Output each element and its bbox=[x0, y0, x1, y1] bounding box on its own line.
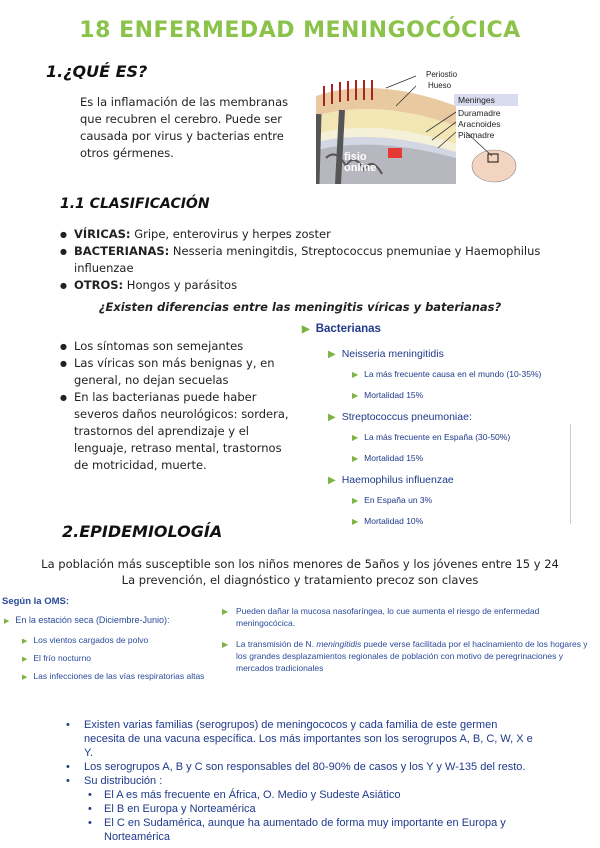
section-heading-que-es: 1.¿QUÉ ES? bbox=[46, 62, 148, 81]
triangle-bullet-icon: ▶ bbox=[328, 475, 336, 486]
triangle-bullet-icon: ▶ bbox=[352, 454, 359, 463]
bacteria-detail: ▶ En España un 3% bbox=[352, 490, 572, 511]
triangle-bullet-icon: ▶ bbox=[328, 349, 336, 360]
triangle-bullet-icon: ▶ bbox=[352, 496, 359, 505]
triangle-bullet-icon: ▶ bbox=[22, 674, 28, 681]
oms-heading: Según la OMS: bbox=[2, 596, 70, 607]
bacteria-group: ▶ Streptococcus pneumoniae: bbox=[328, 408, 572, 427]
list-item: ● VÍRICAS: Gripe, enterovirus y herpes zoster bbox=[60, 226, 590, 243]
triangle-bullet-icon: ▶ bbox=[352, 433, 359, 442]
bullet-icon: • bbox=[88, 789, 92, 801]
triangle-bullet-icon: ▶ bbox=[222, 607, 229, 616]
triangle-bullet-icon: ▶ bbox=[352, 391, 359, 400]
triangle-bullet-icon: ▶ bbox=[22, 638, 28, 645]
bacteria-detail: ▶ La más frecuente en España (30-50%) bbox=[352, 427, 572, 448]
oms-subitem: ▶ Las infecciones de las vías respiratorias altas bbox=[22, 670, 222, 684]
oms-right-1: Pueden dañar la mucosa nasofaríngea, lo cue aumenta el riesgo de enfermedad meningocócica. bbox=[236, 606, 540, 628]
definition-text: Es la inflamación de las membranas que recubren el cerebro. Puede ser causada por virus y bacterias entre otros gérmenes. bbox=[80, 95, 289, 160]
bullet-icon: • bbox=[66, 761, 70, 773]
triangle-bullet-icon: ▶ bbox=[352, 517, 359, 526]
bacterianas-heading: ▶ Bacterianas bbox=[302, 320, 572, 339]
epidemiologia-line1: La población más susceptible son los niños menores de 5años y los jóvenes entre 15 y 24 bbox=[41, 557, 559, 571]
list-item: • Existen varias familias (serogrupos) de meningococos y cada familia de este germen necesita de una vacuna específica. Los más importantes son los serogrupos A, B, C, W, X e Y. bbox=[66, 719, 533, 759]
list-item: • Los serogrupos A, B y C son responsables del 80-90% de casos y los Y y W-135 del resto. bbox=[66, 761, 526, 773]
clasificacion-list bbox=[60, 226, 590, 294]
list-item: ● BACTERIANAS: Nesseria meningitdis, Streptococcus pnemuniae y Haemophilus influenzae bbox=[60, 243, 590, 277]
list-item: ● Los síntomas son semejantes bbox=[60, 338, 290, 355]
bullet-icon: • bbox=[66, 719, 70, 731]
triangle-bullet-icon: ▶ bbox=[4, 618, 10, 625]
meninges-figure bbox=[316, 66, 522, 184]
section-heading-clasificacion: 1.1 CLASIFICACIÓN bbox=[60, 196, 210, 212]
triangle-bullet-icon: ▶ bbox=[222, 640, 229, 649]
serogrupos-list bbox=[66, 718, 536, 844]
label-duramadre: Duramadre bbox=[458, 108, 501, 118]
list-item: • El C en Sudamérica, aunque ha aumentado de forma muy importante en Europa y Norteamérica bbox=[88, 817, 506, 843]
oms-subitem: ▶ Los vientos cargados de polvo bbox=[22, 634, 222, 648]
epidemiologia-line2: La prevención, el diagnóstico y tratamiento precoz son claves bbox=[121, 573, 479, 587]
section-heading-epidemiologia: 2.EPIDEMIOLOGÍA bbox=[62, 522, 223, 541]
diferencias-list bbox=[60, 338, 290, 474]
bacteria-detail: ▶ Mortalidad 10% bbox=[352, 511, 572, 532]
bacteria-detail: ▶ Mortalidad 15% bbox=[352, 448, 572, 469]
label-meninges: Meninges bbox=[458, 95, 495, 105]
label-hueso: Hueso bbox=[428, 81, 452, 90]
watermark-logo: fisio online bbox=[344, 151, 377, 174]
list-item: • Su distribución : bbox=[66, 775, 163, 787]
label-aracnoides: Aracnoides bbox=[458, 119, 501, 129]
bullet-icon: • bbox=[88, 803, 92, 815]
triangle-bullet-icon: ▶ bbox=[302, 324, 310, 335]
bullet-icon: • bbox=[88, 817, 92, 829]
label-periostio: Periostio bbox=[426, 70, 458, 79]
diferencias-question: ¿Existen diferencias entre las meningitis víricas y baterianas? bbox=[98, 300, 502, 314]
list-item: ● Las víricas son más benignas y, en general, no dejan secuelas bbox=[60, 355, 290, 389]
page-title: 18 ENFERMEDAD MENINGOCÓCICA bbox=[79, 18, 521, 43]
list-item: • El A es más frecuente en África, O. Medio y Sudeste Asiático bbox=[88, 789, 401, 801]
oms-item: ▶ En la estación seca (Diciembre-Junio): bbox=[4, 614, 224, 628]
oms-subitem: ▶ El frío nocturno bbox=[22, 652, 222, 666]
oms-right-2: La transmisión de N. meningitidis puede verse facilitada por el hacinamiento de los hogares y los grandes desplazamientos regionales de población con motivo de peregrinaciones y mercados tradicionales bbox=[236, 639, 588, 673]
list-item: • El B en Europa y Norteamérica bbox=[88, 803, 256, 815]
label-piamadre: Piamadre bbox=[458, 130, 495, 140]
triangle-bullet-icon: ▶ bbox=[352, 370, 359, 379]
list-item: ● En las bacterianas puede haber severos daños neurológicos: sordera, trastornos del aprendizaje y el lenguaje, retraso mental, trastornos de motricidad, muerte. bbox=[60, 389, 290, 474]
list-item: ● OTROS: Hongos y parásitos bbox=[60, 277, 590, 294]
bullet-icon: • bbox=[66, 775, 70, 787]
bacteria-group: ▶ Neisseria meningitidis bbox=[328, 345, 572, 364]
bacteria-detail: ▶ Mortalidad 15% bbox=[352, 385, 572, 406]
bacteria-group: ▶ Haemophilus influenzae bbox=[328, 471, 572, 490]
triangle-bullet-icon: ▶ bbox=[22, 656, 28, 663]
divider bbox=[570, 424, 571, 524]
bacteria-detail: ▶ La más frecuente causa en el mundo (10-35%) bbox=[352, 364, 572, 385]
triangle-bullet-icon: ▶ bbox=[328, 412, 336, 423]
bacterianas-panel bbox=[302, 320, 572, 532]
